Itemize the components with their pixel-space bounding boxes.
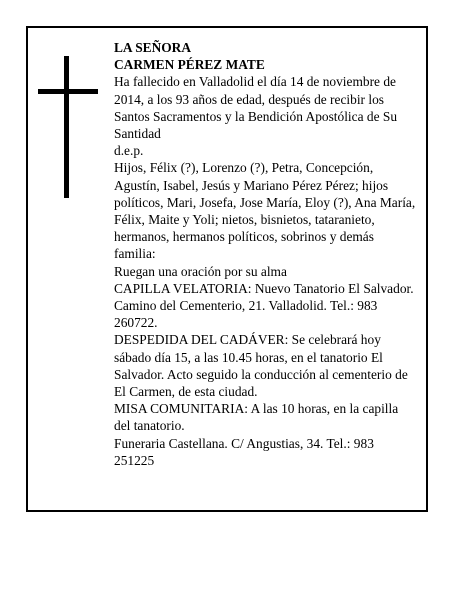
prayer-request: Ruegan una oración por su alma bbox=[114, 263, 287, 279]
family-list: Hijos, Félix (?), Lorenzo (?), Petra, Concepción, Agustín, Isabel, Jesús y Mariano Pérez Pérez; hijos políticos, Mari, Josefa, Jose María, Eloy (?), Ana María, Félix, Maite y Yoli; nietos, bisnietos, tataranieto, hermanos, hermanos políticos, sobrinos y demás familia: bbox=[114, 160, 416, 262]
mass-info: MISA COMUNITARIA: A las 10 horas, en la capilla del tanatorio. bbox=[114, 401, 399, 434]
heading: LA SEÑORA bbox=[114, 40, 192, 55]
funeral-home-info: Funeraria Castellana. C/ Angustias, 34. Tel.: 983 251225 bbox=[114, 435, 374, 468]
deceased-name: CARMEN PÉREZ MATE bbox=[114, 57, 265, 73]
obituary-notice bbox=[26, 26, 428, 512]
cross-vertical-bar bbox=[64, 56, 69, 198]
cross-horizontal-bar bbox=[38, 89, 98, 94]
dep-text: d.e.p. bbox=[114, 143, 144, 159]
cross-icon bbox=[38, 56, 98, 198]
death-announcement: Ha fallecido en Valladolid el día 14 de noviembre de 2014, a los 93 años de edad, después de recibir los Santos Sacramentos y la Bendición Apostólica de Su Santidad bbox=[114, 74, 398, 142]
obituary-text bbox=[114, 39, 416, 469]
farewell-info: DESPEDIDA DEL CADÁVER: Se celebrará hoy sábado día 15, a las 10.45 horas, en el tanatorio El Salvador. Acto seguido la conducción al cementerio de El Carmen, de esta ciudad. bbox=[114, 332, 408, 400]
wake-chapel-info: CAPILLA VELATORIA: Nuevo Tanatorio El Salvador. Camino del Cementerio, 21. Valladolid. Tel.: 983 260722. bbox=[114, 280, 414, 331]
